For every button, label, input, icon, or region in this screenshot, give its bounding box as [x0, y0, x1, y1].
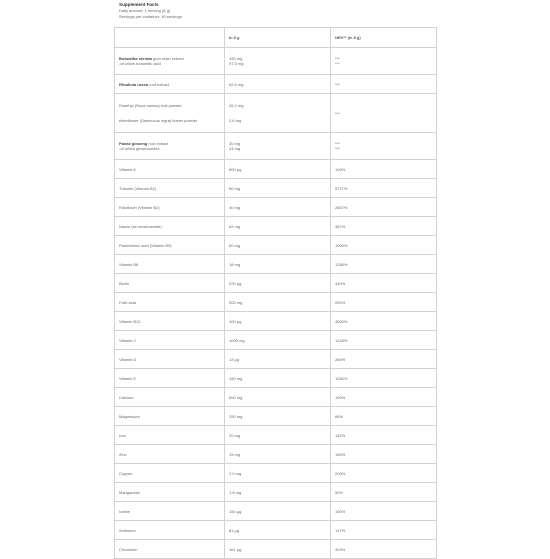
- ingredient-name: Zinc: [115, 445, 225, 464]
- amount-value: 13 µg: [225, 350, 331, 369]
- ingredient-name: Chromium: [115, 540, 225, 559]
- table-row: [115, 198, 437, 217]
- amount-value: 150 mg: [225, 369, 331, 388]
- nrv-value: ***: [331, 94, 437, 133]
- ingredient-cell: [115, 133, 225, 160]
- amount-value: 500 mg: [225, 293, 331, 312]
- table-row: [115, 407, 437, 426]
- nrv-value: 1000%: [331, 236, 437, 255]
- ingredient-name: Iron: [115, 426, 225, 445]
- table-row: [115, 426, 437, 445]
- nrv-value: 1285%: [331, 255, 437, 274]
- amount-value: 81 µg: [225, 521, 331, 540]
- ingredient-name: Vitamin C: [115, 331, 225, 350]
- table-header-row: [115, 28, 437, 48]
- amount-sub-value: 97.5 mg: [229, 61, 244, 66]
- table-row: [115, 236, 437, 255]
- nrv-sub-value: ***: [335, 61, 340, 66]
- table-row: [115, 483, 437, 502]
- amount-value: 100 µg: [225, 312, 331, 331]
- ingredient-name: Thiamin (Vitamin B1): [115, 179, 225, 198]
- nrv-value: 147%: [331, 521, 437, 540]
- amount-value: 800 µg: [225, 160, 331, 179]
- table-row: [115, 350, 437, 369]
- amount-value: 62.5 mg: [225, 75, 331, 94]
- ingredient-name-bold: Boswellia serrata: [119, 55, 152, 61]
- nrv-value: 100%: [331, 160, 437, 179]
- amount-cell: [225, 48, 331, 75]
- amount-value: 60 mg: [225, 179, 331, 198]
- ingredient-name: Selenium: [115, 521, 225, 540]
- table-row: [115, 540, 437, 559]
- amount-value: 26.2 mg: [229, 102, 244, 108]
- column-header-ingredient: [115, 28, 225, 48]
- amount-value: 60 mg: [225, 236, 331, 255]
- amount-value: 40 mg: [225, 198, 331, 217]
- supplement-facts-header: [119, 2, 439, 19]
- table-row: [115, 217, 437, 236]
- ingredient-name-rest: gum resin extract: [151, 55, 184, 61]
- ingredient-name-rest: root extract: [147, 140, 169, 146]
- ingredient-name: Calcium: [115, 388, 225, 407]
- supplement-facts-table: [114, 27, 437, 559]
- amount-value: 250 mg: [225, 407, 331, 426]
- column-header-nrv: NRV** (in 8 g): [331, 28, 437, 48]
- nrv-value: 100%: [331, 502, 437, 521]
- ingredient-name: Vitamin A: [115, 160, 225, 179]
- amount-sub-value: 24 mg: [229, 146, 241, 151]
- table-row: [115, 293, 437, 312]
- nrv-value: 250%: [331, 293, 437, 312]
- amount-value: 800 mg: [225, 388, 331, 407]
- amount-value: 30 mg: [229, 140, 241, 146]
- table-row: [115, 521, 437, 540]
- amount-value: 20 mg: [225, 426, 331, 445]
- servings-text: Servings per container: 30 servings: [119, 13, 182, 19]
- ingredient-cell: [115, 48, 225, 75]
- amount-value: 2.0 mg: [225, 464, 331, 483]
- ingredient-name: Iodine: [115, 502, 225, 521]
- ingredient-name: Copper: [115, 464, 225, 483]
- amount-value: 161 µg: [225, 540, 331, 559]
- amount-value: 220 µg: [225, 274, 331, 293]
- nrv-value: ***: [335, 140, 340, 146]
- ingredient-sub-name: -of which boswellic acid: [119, 61, 161, 66]
- nrv-value: 1250%: [331, 369, 437, 388]
- ingredient-name: Niacin (as nicotinamide): [115, 217, 225, 236]
- column-header-amount: In 8 g: [225, 28, 331, 48]
- table-row: [115, 274, 437, 293]
- amount-value: 150 µg: [225, 502, 331, 521]
- amount-value: 15 mg: [225, 445, 331, 464]
- nrv-value: 402%: [331, 540, 437, 559]
- ingredient-cell: [115, 94, 225, 133]
- ingredient-name: Vitamin B12: [115, 312, 225, 331]
- table-row: [115, 94, 437, 133]
- nrv-value: ***: [335, 55, 340, 61]
- nrv-value: 100%: [331, 388, 437, 407]
- nrv-value: 260%: [331, 350, 437, 369]
- nrv-value: 150%: [331, 445, 437, 464]
- ingredient-name: Vitamin D: [115, 350, 225, 369]
- nrv-value: 5727%: [331, 179, 437, 198]
- nrv-value: ***: [331, 75, 437, 94]
- ingredient-sub-name: -of which ginsenosides: [119, 146, 160, 151]
- ingredient-name: Folic acid: [115, 293, 225, 312]
- table-row: [115, 48, 437, 75]
- ingredient-name: Pantothenic acid (Vitamin B5): [115, 236, 225, 255]
- nrv-value: 1249%: [331, 331, 437, 350]
- nrv-value: 90%: [331, 483, 437, 502]
- nrv-value: 387%: [331, 217, 437, 236]
- amount-value: 1000 mg: [225, 331, 331, 350]
- nrv-value: 440%: [331, 274, 437, 293]
- daily-amount-text: Daily amount: 1 serving (8 g): [119, 8, 171, 13]
- table-row: [115, 133, 437, 160]
- amount-value: 18 mg: [225, 255, 331, 274]
- amount-value: 1.8 mg: [225, 483, 331, 502]
- ingredient-name: Riboflavin (Vitamin B2): [115, 198, 225, 217]
- nrv-sub-value: ***: [335, 146, 340, 151]
- amount-cell: [225, 94, 331, 133]
- table-row: [115, 179, 437, 198]
- nrv-cell: [331, 48, 437, 75]
- amount-sub-value: 2.6 mg: [229, 118, 242, 123]
- amount-value: 62 mg: [225, 217, 331, 236]
- table-row: [115, 388, 437, 407]
- nrv-value: 200%: [331, 464, 437, 483]
- ingredient-name: Magnesium: [115, 407, 225, 426]
- amount-cell: [225, 133, 331, 160]
- ingredient-name: Manganese: [115, 483, 225, 502]
- nrv-value: 4000%: [331, 312, 437, 331]
- nrv-value: 142%: [331, 426, 437, 445]
- table-row: [115, 502, 437, 521]
- ingredient-name: Biotin: [115, 274, 225, 293]
- nrv-cell: [331, 133, 437, 160]
- table-row: [115, 331, 437, 350]
- nrv-value: 2857%: [331, 198, 437, 217]
- ingredient-name-rest: root extract: [147, 81, 170, 87]
- ingredient-cell: [115, 75, 225, 94]
- table-row: [115, 369, 437, 388]
- amount-value: 150 mg: [229, 55, 243, 61]
- facts-title: Supplement Facts: [119, 2, 159, 7]
- ingredient-name: Vitamin E: [115, 369, 225, 388]
- ingredient-name-bold: Panax ginseng: [119, 140, 148, 146]
- table-row: [115, 75, 437, 94]
- table-row: [115, 255, 437, 274]
- table-row: [115, 464, 437, 483]
- table-row: [115, 312, 437, 331]
- ingredient-name-bold: Rhodiola rosea: [119, 81, 148, 87]
- table-row: [115, 445, 437, 464]
- ingredient-name: Vitamin B6: [115, 255, 225, 274]
- table-row: [115, 160, 437, 179]
- ingredient-sub-name: elderflower (Sambucus nigra) flower powder: [119, 118, 198, 123]
- ingredient-name: Rosehip (Rosa canina) fruit powder: [119, 102, 182, 108]
- nrv-value: 66%: [331, 407, 437, 426]
